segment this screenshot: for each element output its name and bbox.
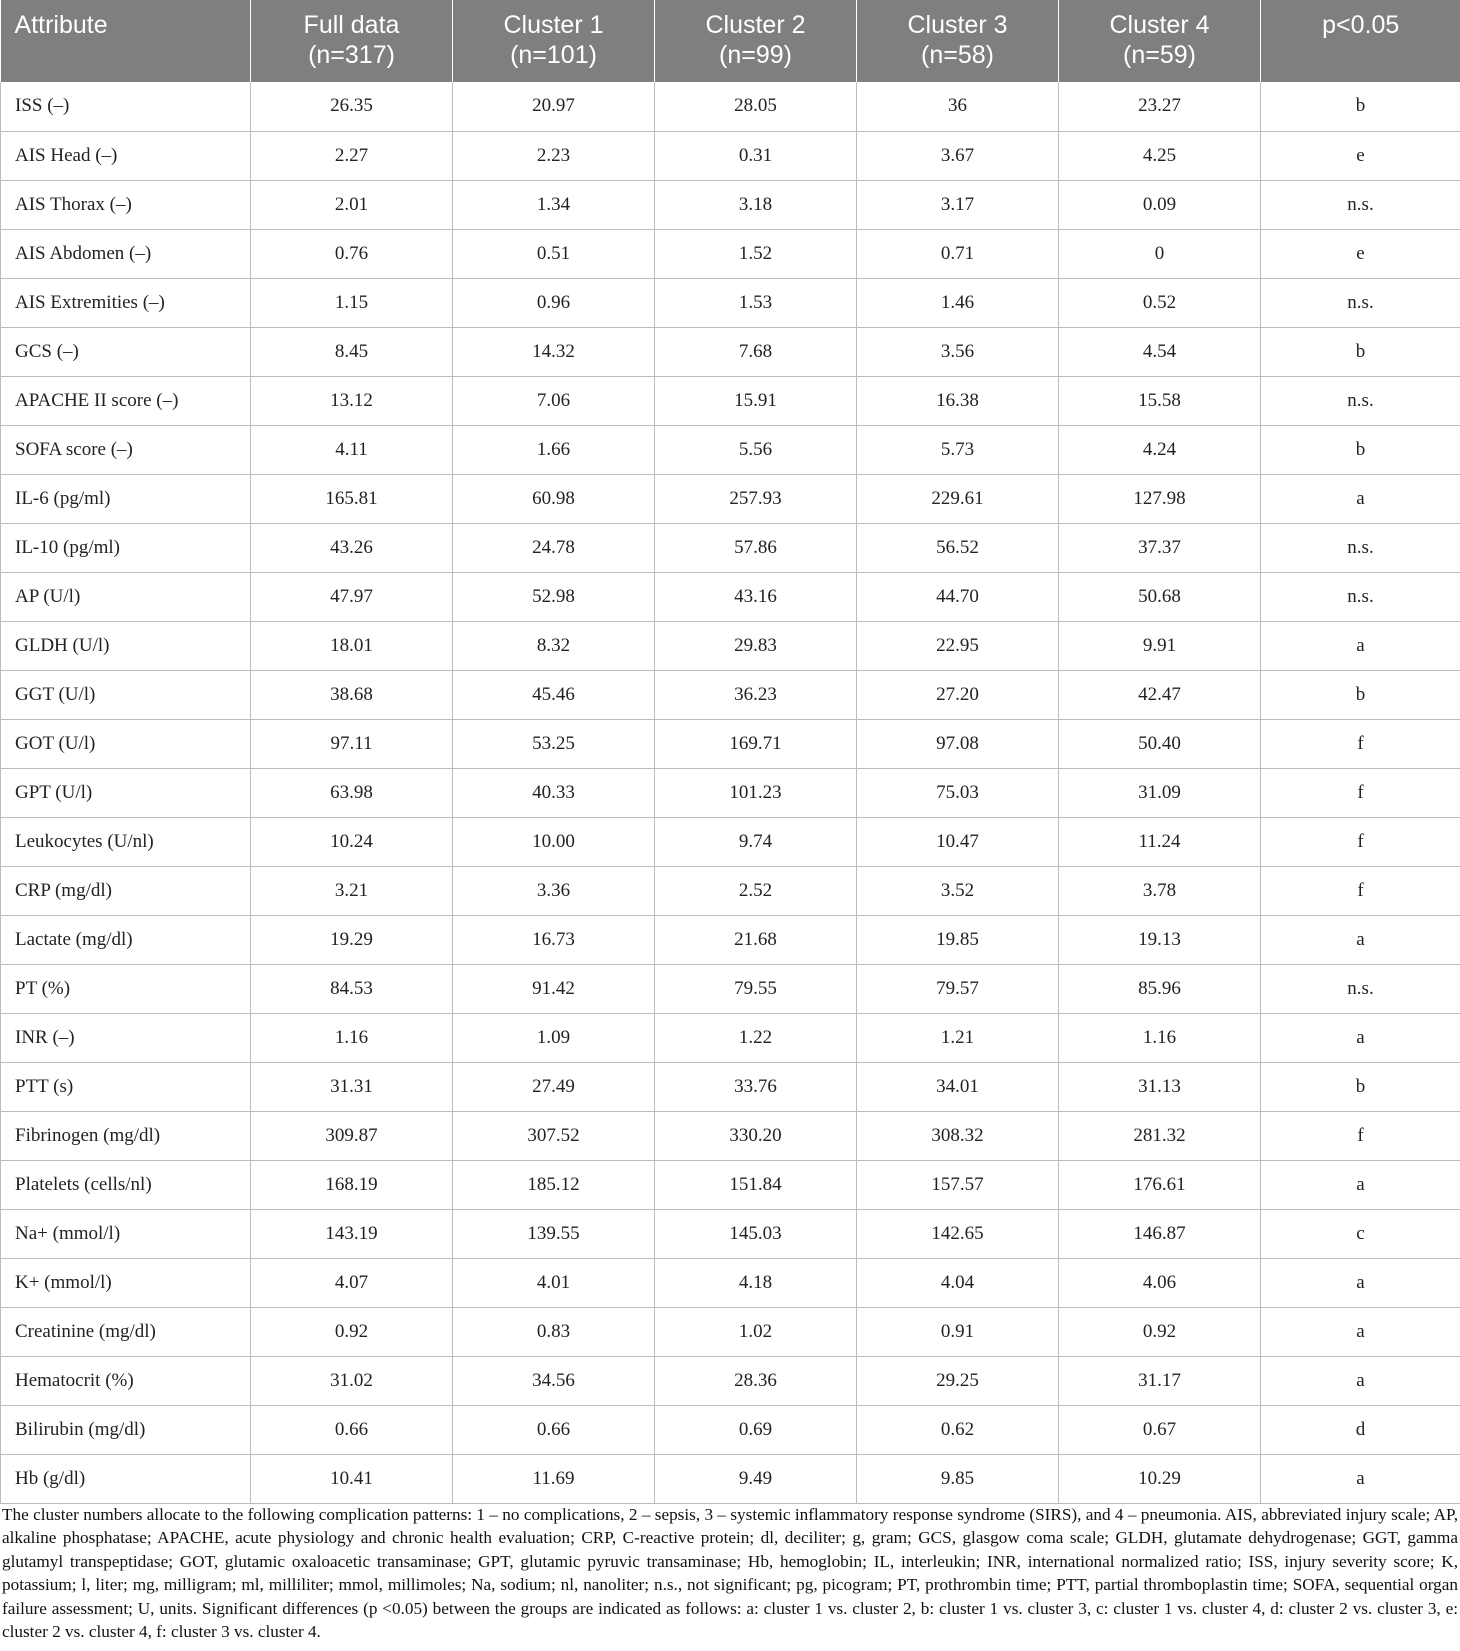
value-cell: 3.78 <box>1059 866 1261 915</box>
value-cell: 1.52 <box>655 229 857 278</box>
value-cell: 97.11 <box>251 719 453 768</box>
value-cell: 19.85 <box>857 915 1059 964</box>
value-cell: 3.18 <box>655 180 857 229</box>
value-cell: 63.98 <box>251 768 453 817</box>
value-cell: 16.73 <box>453 915 655 964</box>
table-row <box>1 670 1460 719</box>
column-header-line: Cluster 2 <box>705 11 806 39</box>
value-cell: 139.55 <box>453 1209 655 1258</box>
value-cell: 0.71 <box>857 229 1059 278</box>
value-cell: 3.36 <box>453 866 655 915</box>
value-cell: 26.35 <box>251 82 453 131</box>
table-row <box>1 1160 1460 1209</box>
value-cell: 1.22 <box>655 1013 857 1062</box>
table-row <box>1 1111 1460 1160</box>
attribute-cell: GPT (U/l) <box>1 768 251 817</box>
significance-cell: a <box>1261 915 1460 964</box>
value-cell: 5.56 <box>655 425 857 474</box>
value-cell: 79.57 <box>857 964 1059 1013</box>
table-row <box>1 621 1460 670</box>
table-row <box>1 1258 1460 1307</box>
value-cell: 8.45 <box>251 327 453 376</box>
value-cell: 15.58 <box>1059 376 1261 425</box>
table-row <box>1 180 1460 229</box>
attribute-cell: AP (U/l) <box>1 572 251 621</box>
attribute-cell: ISS (–) <box>1 82 251 131</box>
value-cell: 0.31 <box>655 131 857 180</box>
column-header-line: p<0.05 <box>1322 11 1400 39</box>
attribute-cell: AIS Thorax (–) <box>1 180 251 229</box>
value-cell: 10.41 <box>251 1454 453 1503</box>
value-cell: 38.68 <box>251 670 453 719</box>
value-cell: 308.32 <box>857 1111 1059 1160</box>
value-cell: 28.36 <box>655 1356 857 1405</box>
significance-cell: n.s. <box>1261 523 1460 572</box>
value-cell: 22.95 <box>857 621 1059 670</box>
value-cell: 97.08 <box>857 719 1059 768</box>
column-header <box>1261 0 1460 82</box>
attribute-cell: PT (%) <box>1 964 251 1013</box>
table-row <box>1 1356 1460 1405</box>
value-cell: 168.19 <box>251 1160 453 1209</box>
table-row <box>1 1454 1460 1503</box>
value-cell: 4.01 <box>453 1258 655 1307</box>
value-cell: 0.92 <box>1059 1307 1261 1356</box>
table-row <box>1 327 1460 376</box>
column-header-line: (n=59) <box>1123 41 1196 69</box>
value-cell: 10.00 <box>453 817 655 866</box>
significance-cell: n.s. <box>1261 180 1460 229</box>
table-row <box>1 915 1460 964</box>
value-cell: 10.24 <box>251 817 453 866</box>
column-header <box>1 0 251 82</box>
value-cell: 34.01 <box>857 1062 1059 1111</box>
attribute-cell: IL-6 (pg/ml) <box>1 474 251 523</box>
value-cell: 52.98 <box>453 572 655 621</box>
value-cell: 31.02 <box>251 1356 453 1405</box>
value-cell: 43.16 <box>655 572 857 621</box>
value-cell: 4.25 <box>1059 131 1261 180</box>
value-cell: 4.24 <box>1059 425 1261 474</box>
significance-cell: a <box>1261 1307 1460 1356</box>
attribute-cell: Fibrinogen (mg/dl) <box>1 1111 251 1160</box>
attribute-cell: Lactate (mg/dl) <box>1 915 251 964</box>
value-cell: 91.42 <box>453 964 655 1013</box>
value-cell: 0.83 <box>453 1307 655 1356</box>
value-cell: 0.69 <box>655 1405 857 1454</box>
value-cell: 1.15 <box>251 278 453 327</box>
value-cell: 75.03 <box>857 768 1059 817</box>
value-cell: 44.70 <box>857 572 1059 621</box>
value-cell: 31.09 <box>1059 768 1261 817</box>
value-cell: 309.87 <box>251 1111 453 1160</box>
value-cell: 27.49 <box>453 1062 655 1111</box>
value-cell: 31.17 <box>1059 1356 1261 1405</box>
table-row <box>1 523 1460 572</box>
value-cell: 229.61 <box>857 474 1059 523</box>
value-cell: 0.96 <box>453 278 655 327</box>
value-cell: 20.97 <box>453 82 655 131</box>
table-row <box>1 1307 1460 1356</box>
attribute-cell: APACHE II score (–) <box>1 376 251 425</box>
table-row <box>1 376 1460 425</box>
value-cell: 45.46 <box>453 670 655 719</box>
table-footnote: The cluster numbers allocate to the following complication patterns: 1 – no complications, 2 – sepsis, 3 – systemic inflammatory response syndrome (SIRS), and 4 – pneumonia. AIS, abbreviated injury scale; AP, alkaline phosphatase; APACHE, acute physiology and chronic health evaluation; CRP, C-reactive protein; dl, deciliter; g, gram; GCS, glasgow coma scale; GLDH, glutamate dehydrogenase; GGT, gamma glutamyl transpeptidase; GOT, glutamic oxaloacetic transaminase; GPT, glutamic pyruvic transaminase; Hb, hemoglobin; IL, interleukin; INR, international normalized ratio; ISS, injury severity score; K, potassium; l, liter; mg, milligram; ml, milliliter; mmol, millimoles; Na, sodium; nl, nanoliter; n.s., not significant; pg, picogram; PT, prothrombin time; PTT, partial thromboplastin time; SOFA, sequential organ failure assessment; U, units. Significant differences (p <0.05) between the groups are indicated as follows: a: cluster 1 vs. cluster 2, b: cluster 1 vs. cluster 3, c: cluster 1 vs. cluster 4, d: cluster 2 vs. cluster 3, e: cluster 2 vs. cluster 4, f: cluster 3 vs. cluster 4. <box>2 1505 1458 1642</box>
value-cell: 7.68 <box>655 327 857 376</box>
table-row <box>1 1062 1460 1111</box>
attribute-cell: K+ (mmol/l) <box>1 1258 251 1307</box>
table-row <box>1 719 1460 768</box>
attribute-cell: CRP (mg/dl) <box>1 866 251 915</box>
attribute-cell: Leukocytes (U/nl) <box>1 817 251 866</box>
column-header-line: Cluster 3 <box>907 11 1008 39</box>
value-cell: 0.92 <box>251 1307 453 1356</box>
value-cell: 0.09 <box>1059 180 1261 229</box>
value-cell: 14.32 <box>453 327 655 376</box>
table-header <box>1 0 1460 82</box>
attribute-cell: Platelets (cells/nl) <box>1 1160 251 1209</box>
column-header-line: Cluster 1 <box>503 11 604 39</box>
value-cell: 23.27 <box>1059 82 1261 131</box>
table-row <box>1 278 1460 327</box>
value-cell: 2.01 <box>251 180 453 229</box>
value-cell: 7.06 <box>453 376 655 425</box>
significance-cell: n.s. <box>1261 964 1460 1013</box>
significance-cell: f <box>1261 1111 1460 1160</box>
value-cell: 13.12 <box>251 376 453 425</box>
attribute-cell: Na+ (mmol/l) <box>1 1209 251 1258</box>
value-cell: 2.52 <box>655 866 857 915</box>
table-row <box>1 425 1460 474</box>
table-row <box>1 1209 1460 1258</box>
column-header <box>655 0 857 82</box>
value-cell: 10.47 <box>857 817 1059 866</box>
value-cell: 0 <box>1059 229 1261 278</box>
attribute-cell: AIS Extremities (–) <box>1 278 251 327</box>
value-cell: 29.83 <box>655 621 857 670</box>
value-cell: 127.98 <box>1059 474 1261 523</box>
value-cell: 29.25 <box>857 1356 1059 1405</box>
value-cell: 3.52 <box>857 866 1059 915</box>
significance-cell: b <box>1261 670 1460 719</box>
value-cell: 145.03 <box>655 1209 857 1258</box>
attribute-cell: GLDH (U/l) <box>1 621 251 670</box>
table-row <box>1 1405 1460 1454</box>
table-row <box>1 474 1460 523</box>
column-header-line: (n=317) <box>308 41 395 69</box>
value-cell: 151.84 <box>655 1160 857 1209</box>
value-cell: 79.55 <box>655 964 857 1013</box>
value-cell: 1.34 <box>453 180 655 229</box>
value-cell: 19.29 <box>251 915 453 964</box>
value-cell: 40.33 <box>453 768 655 817</box>
value-cell: 176.61 <box>1059 1160 1261 1209</box>
value-cell: 4.11 <box>251 425 453 474</box>
value-cell: 1.46 <box>857 278 1059 327</box>
value-cell: 8.32 <box>453 621 655 670</box>
significance-cell: a <box>1261 621 1460 670</box>
value-cell: 1.02 <box>655 1307 857 1356</box>
significance-cell: a <box>1261 1013 1460 1062</box>
value-cell: 257.93 <box>655 474 857 523</box>
column-header-line: (n=101) <box>510 41 597 69</box>
significance-cell: f <box>1261 768 1460 817</box>
value-cell: 0.66 <box>251 1405 453 1454</box>
significance-cell: n.s. <box>1261 278 1460 327</box>
value-cell: 2.23 <box>453 131 655 180</box>
value-cell: 4.07 <box>251 1258 453 1307</box>
value-cell: 9.85 <box>857 1454 1059 1503</box>
significance-cell: e <box>1261 229 1460 278</box>
significance-cell: n.s. <box>1261 376 1460 425</box>
column-header-line: Attribute <box>14 11 108 39</box>
significance-cell: a <box>1261 1258 1460 1307</box>
significance-cell: a <box>1261 1160 1460 1209</box>
value-cell: 0.67 <box>1059 1405 1261 1454</box>
value-cell: 3.67 <box>857 131 1059 180</box>
column-header-line: Cluster 4 <box>1109 11 1210 39</box>
value-cell: 16.38 <box>857 376 1059 425</box>
value-cell: 36.23 <box>655 670 857 719</box>
significance-cell: b <box>1261 425 1460 474</box>
attribute-cell: GGT (U/l) <box>1 670 251 719</box>
attribute-cell: Hematocrit (%) <box>1 1356 251 1405</box>
value-cell: 60.98 <box>453 474 655 523</box>
significance-cell: b <box>1261 327 1460 376</box>
table-body <box>1 82 1460 1503</box>
value-cell: 0.66 <box>453 1405 655 1454</box>
value-cell: 31.13 <box>1059 1062 1261 1111</box>
column-header-line: (n=99) <box>719 41 792 69</box>
value-cell: 4.54 <box>1059 327 1261 376</box>
value-cell: 4.04 <box>857 1258 1059 1307</box>
value-cell: 19.13 <box>1059 915 1261 964</box>
value-cell: 4.06 <box>1059 1258 1261 1307</box>
table-row <box>1 768 1460 817</box>
value-cell: 34.56 <box>453 1356 655 1405</box>
attribute-cell: AIS Abdomen (–) <box>1 229 251 278</box>
value-cell: 146.87 <box>1059 1209 1261 1258</box>
value-cell: 11.24 <box>1059 817 1261 866</box>
significance-cell: f <box>1261 817 1460 866</box>
significance-cell: f <box>1261 866 1460 915</box>
value-cell: 0.52 <box>1059 278 1261 327</box>
value-cell: 281.32 <box>1059 1111 1261 1160</box>
value-cell: 37.37 <box>1059 523 1261 572</box>
column-header <box>453 0 655 82</box>
attribute-cell: Creatinine (mg/dl) <box>1 1307 251 1356</box>
value-cell: 169.71 <box>655 719 857 768</box>
significance-cell: d <box>1261 1405 1460 1454</box>
value-cell: 21.68 <box>655 915 857 964</box>
attribute-cell: SOFA score (–) <box>1 425 251 474</box>
value-cell: 24.78 <box>453 523 655 572</box>
value-cell: 56.52 <box>857 523 1059 572</box>
value-cell: 47.97 <box>251 572 453 621</box>
significance-cell: c <box>1261 1209 1460 1258</box>
column-header <box>251 0 453 82</box>
value-cell: 33.76 <box>655 1062 857 1111</box>
value-cell: 185.12 <box>453 1160 655 1209</box>
value-cell: 9.91 <box>1059 621 1261 670</box>
column-header <box>857 0 1059 82</box>
value-cell: 142.65 <box>857 1209 1059 1258</box>
value-cell: 50.40 <box>1059 719 1261 768</box>
significance-cell: b <box>1261 82 1460 131</box>
table-row <box>1 1013 1460 1062</box>
value-cell: 36 <box>857 82 1059 131</box>
value-cell: 9.49 <box>655 1454 857 1503</box>
value-cell: 3.17 <box>857 180 1059 229</box>
attribute-cell: IL-10 (pg/ml) <box>1 523 251 572</box>
value-cell: 143.19 <box>251 1209 453 1258</box>
column-header-line: (n=58) <box>921 41 994 69</box>
value-cell: 50.68 <box>1059 572 1261 621</box>
value-cell: 1.16 <box>251 1013 453 1062</box>
value-cell: 1.09 <box>453 1013 655 1062</box>
value-cell: 3.56 <box>857 327 1059 376</box>
table-row <box>1 817 1460 866</box>
value-cell: 101.23 <box>655 768 857 817</box>
attribute-cell: GOT (U/l) <box>1 719 251 768</box>
attribute-cell: Hb (g/dl) <box>1 1454 251 1503</box>
value-cell: 42.47 <box>1059 670 1261 719</box>
table-row <box>1 131 1460 180</box>
value-cell: 43.26 <box>251 523 453 572</box>
value-cell: 84.53 <box>251 964 453 1013</box>
value-cell: 2.27 <box>251 131 453 180</box>
value-cell: 157.57 <box>857 1160 1059 1209</box>
value-cell: 31.31 <box>251 1062 453 1111</box>
significance-cell: n.s. <box>1261 572 1460 621</box>
significance-cell: a <box>1261 1454 1460 1503</box>
table-row <box>1 229 1460 278</box>
attribute-cell: AIS Head (–) <box>1 131 251 180</box>
table-row <box>1 82 1460 131</box>
value-cell: 85.96 <box>1059 964 1261 1013</box>
significance-cell: b <box>1261 1062 1460 1111</box>
value-cell: 307.52 <box>453 1111 655 1160</box>
value-cell: 18.01 <box>251 621 453 670</box>
value-cell: 1.21 <box>857 1013 1059 1062</box>
value-cell: 11.69 <box>453 1454 655 1503</box>
value-cell: 5.73 <box>857 425 1059 474</box>
value-cell: 9.74 <box>655 817 857 866</box>
value-cell: 3.21 <box>251 866 453 915</box>
value-cell: 330.20 <box>655 1111 857 1160</box>
attribute-cell: INR (–) <box>1 1013 251 1062</box>
value-cell: 0.91 <box>857 1307 1059 1356</box>
attribute-cell: Bilirubin (mg/dl) <box>1 1405 251 1454</box>
value-cell: 10.29 <box>1059 1454 1261 1503</box>
column-header <box>1059 0 1261 82</box>
attribute-cell: PTT (s) <box>1 1062 251 1111</box>
value-cell: 15.91 <box>655 376 857 425</box>
header-row <box>1 0 1460 82</box>
table-row <box>1 964 1460 1013</box>
value-cell: 27.20 <box>857 670 1059 719</box>
value-cell: 0.62 <box>857 1405 1059 1454</box>
attribute-cell: GCS (–) <box>1 327 251 376</box>
significance-cell: a <box>1261 474 1460 523</box>
value-cell: 0.51 <box>453 229 655 278</box>
significance-cell: f <box>1261 719 1460 768</box>
value-cell: 0.76 <box>251 229 453 278</box>
value-cell: 53.25 <box>453 719 655 768</box>
significance-cell: a <box>1261 1356 1460 1405</box>
value-cell: 28.05 <box>655 82 857 131</box>
table-row <box>1 866 1460 915</box>
column-header-line: Full data <box>303 11 400 39</box>
value-cell: 4.18 <box>655 1258 857 1307</box>
value-cell: 1.16 <box>1059 1013 1261 1062</box>
value-cell: 57.86 <box>655 523 857 572</box>
value-cell: 1.66 <box>453 425 655 474</box>
value-cell: 1.53 <box>655 278 857 327</box>
table-row <box>1 572 1460 621</box>
value-cell: 165.81 <box>251 474 453 523</box>
significance-cell: e <box>1261 131 1460 180</box>
